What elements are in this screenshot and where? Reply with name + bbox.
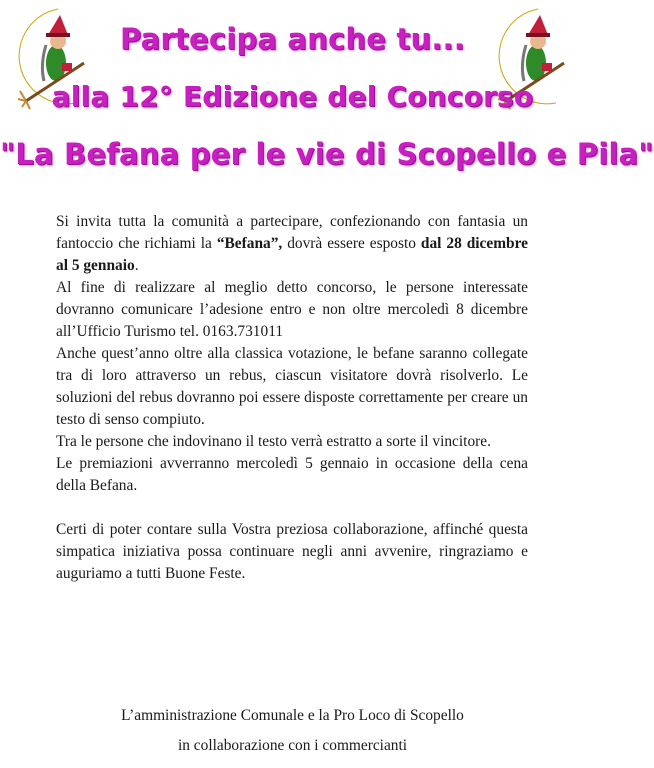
exhibition-dates: dal 28 dicembre al 5 gennaio — [56, 235, 528, 274]
title-line-3: "La Befana per le vie di Scopello e Pila" — [0, 137, 654, 171]
paragraph-invitation — [56, 211, 528, 277]
p1-text-c: . — [134, 257, 139, 274]
befana-highlight: “Befana”, — [216, 235, 283, 252]
paragraph-rebus: Anche quest’anno oltre alla classica votazione, le befane saranno collegate tra di loro attraverso un rebus, ciascun visitatore dovrà risolverlo. Le soluzioni del rebus dovranno poi essere disposte correttamente per creare un testo di senso compiuto. — [56, 345, 528, 428]
footer-signature: L’amministrazione Comunale e la Pro Loco di Scopello — [121, 707, 464, 724]
title-line-2: alla 12° Edizione del Concorso — [51, 80, 534, 113]
paragraph-winner: Tra le persone che indovinano il testo verrà estratto a sorte il vincitore. — [56, 433, 491, 450]
p1-text-a: Si invita tutta la comunità a partecipare, confezionando con fantasia un fantoccio che richiami la — [56, 213, 528, 252]
p1-text-b: dovrà essere esposto — [282, 235, 421, 252]
spacer — [56, 497, 528, 519]
paragraph-awards: Le premiazioni avverranno mercoledì 5 gennaio in occasione della cena della Befana. — [56, 455, 528, 494]
footer-collaboration: in collaborazione con i commercianti — [177, 737, 408, 754]
invitation-body — [56, 211, 528, 585]
title-line-1: Partecipa anche tu... — [119, 22, 465, 56]
paragraph-registration: Al fine di realizzare al meglio detto concorso, le persone interessate dovranno comunicare l’adesione entro e non oltre mercoledì 8 dicembre all’Ufficio Turismo tel. 0163.731011 — [56, 279, 528, 340]
paragraph-thanks: Certi di poter contare sulla Vostra preziosa collaborazione, affinché questa simpatica iniziativa possa continuare negli anni avvenire, ringraziamo e auguriamo a tutti Buone Feste. — [56, 521, 528, 582]
